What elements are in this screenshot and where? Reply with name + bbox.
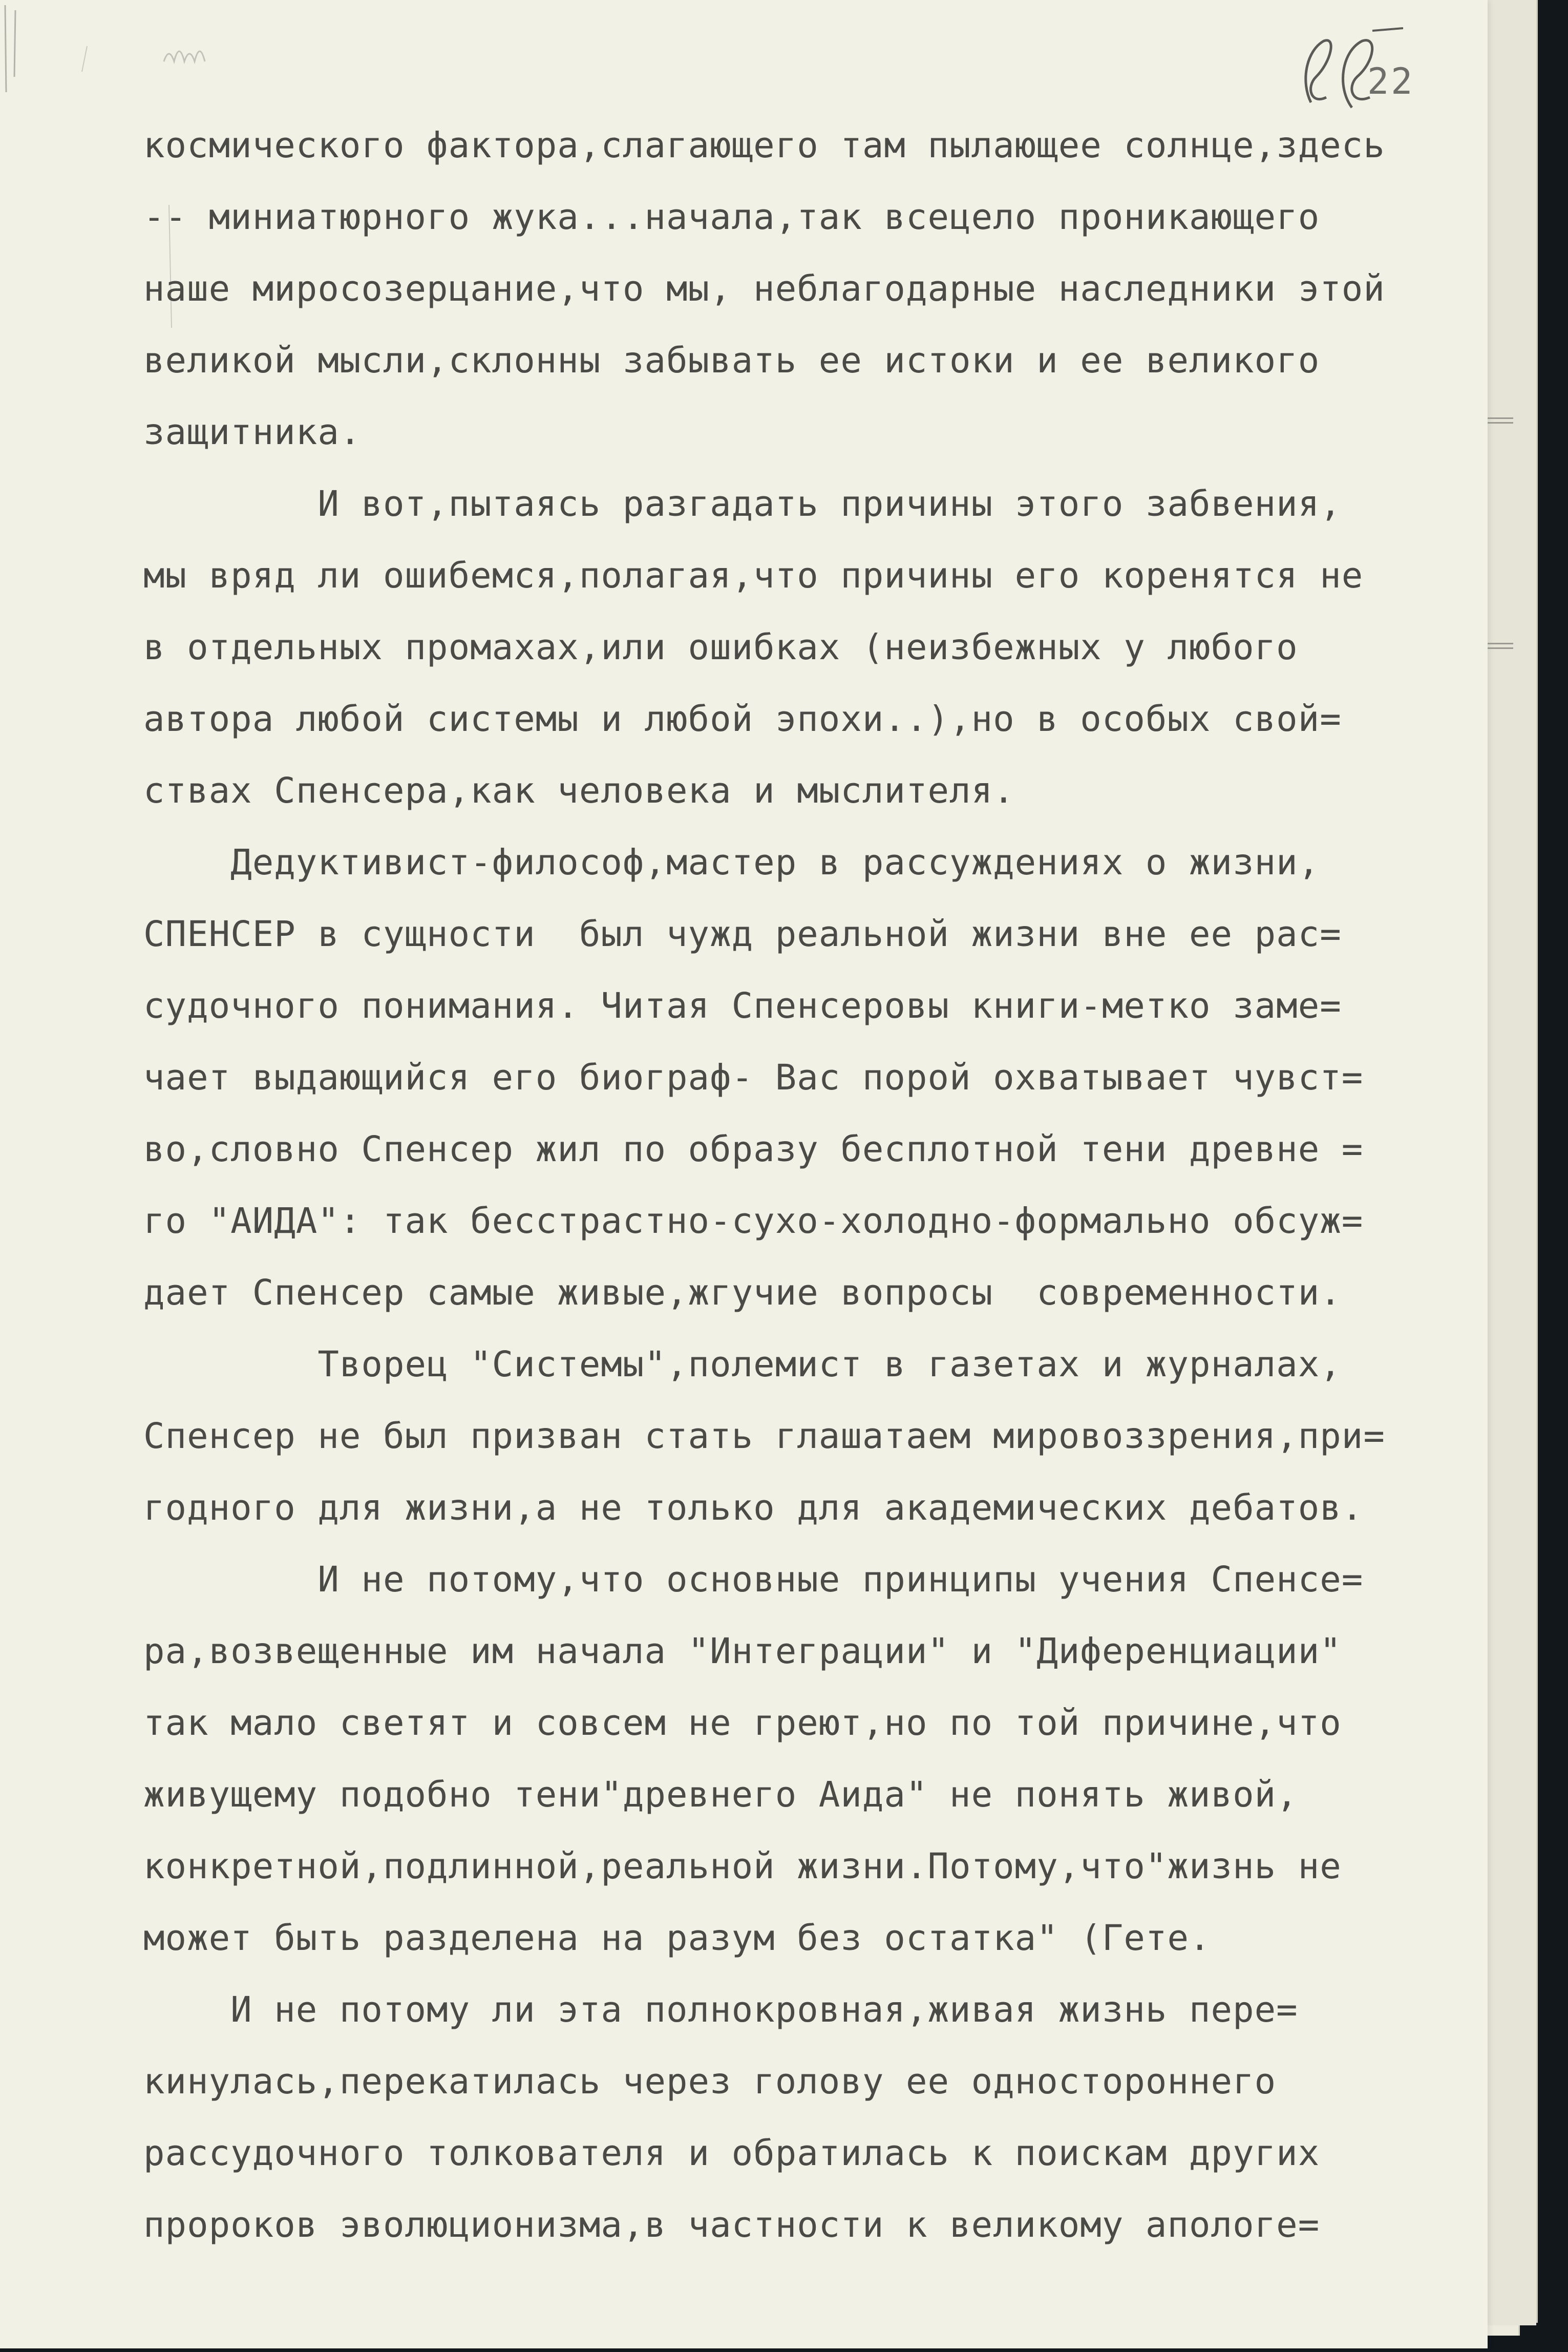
handwritten-folio-number (1275, 20, 1444, 113)
text-line: защитника. (143, 412, 362, 453)
text-line: рассудочного толкователя и обратилась к поискам других (143, 2133, 1320, 2174)
text-line: Спенсер не был призван стать глашатаем мировоззрения,при= (143, 1416, 1385, 1457)
text-line: дает Спенсер самые живые,жгучие вопросы современности. (143, 1272, 1342, 1313)
page-number: 22 (1367, 60, 1415, 102)
text-line: судочного понимания. Читая Спенсеровы книги-метко заме= (143, 985, 1342, 1026)
text-line: СПЕНСЕР в сущности был чужд реальной жизни вне ее рас= (143, 914, 1342, 955)
text-line: великой мысли,склонны забывать ее истоки и ее великого (143, 340, 1320, 381)
text-line: кинулась,перекатилась через голову ее одностороннего (143, 2061, 1277, 2102)
text-line: Творец "Системы",полемист в газетах и журналах, (143, 1344, 1342, 1385)
text-line: И не потому ли эта полнокровная,живая жизнь пере= (143, 1989, 1298, 2030)
text-line: И вот,пытаясь разгадать причины этого забвения, (143, 484, 1342, 524)
text-line: ра,возвещенные им начала "Интеграции" и "Диференциации" (143, 1631, 1342, 1672)
text-line: во,словно Спенсер жил по образу бесплотной тени древне = (143, 1129, 1364, 1170)
text-line: чает выдающийся его биограф- Вас порой охватывает чувст= (143, 1057, 1364, 1098)
text-line: годного для жизни,а не только для академических дебатов. (143, 1487, 1364, 1528)
text-line: пророков эволюционизма,в частности к великому апологе= (143, 2204, 1320, 2245)
text-line: космического фактора,слагающего там пылающее солнце,здесь (143, 125, 1385, 166)
edge-mark (1488, 417, 1513, 424)
text-line: го "АИДА": так бесстрастно-сухо-холодно-формально обсуж= (143, 1201, 1364, 1242)
page-edge-strip (1488, 0, 1536, 2325)
text-line: может быть разделена на разум без остатка" (Гете. (143, 1918, 1211, 1959)
text-line: ствах Спенсера,как человека и мыслителя. (143, 770, 1015, 811)
text-line: так мало светят и совсем не греют,но по той причине,что (143, 1703, 1342, 1744)
text-line: И не потому,что основные принципы учения Спенсе= (143, 1559, 1364, 1600)
text-line: в отдельных промахах,или ошибках (неизбежных у любого (143, 627, 1298, 668)
text-line: конкретной,подлинной,реальной жизни.Потому,что"жизнь не (143, 1846, 1342, 1887)
text-line: наше миросозерцание,что мы, неблагодарные наследники этой (143, 268, 1385, 309)
text-line: Дедуктивист-философ,мастер в рассуждениях о жизни, (143, 842, 1320, 883)
edge-mark (1488, 643, 1513, 649)
text-line: автора любой системы и любой эпохи..),но в особых свой= (143, 699, 1342, 740)
text-line: мы вряд ли ошибемся,полагая,что причины его коренятся не (143, 555, 1364, 596)
text-line: живущему подобно тени"древнего Аида" не понять живой, (143, 1774, 1298, 1815)
text-line: -- миниатюрного жука...начала,так всецело проникающего (143, 197, 1320, 238)
